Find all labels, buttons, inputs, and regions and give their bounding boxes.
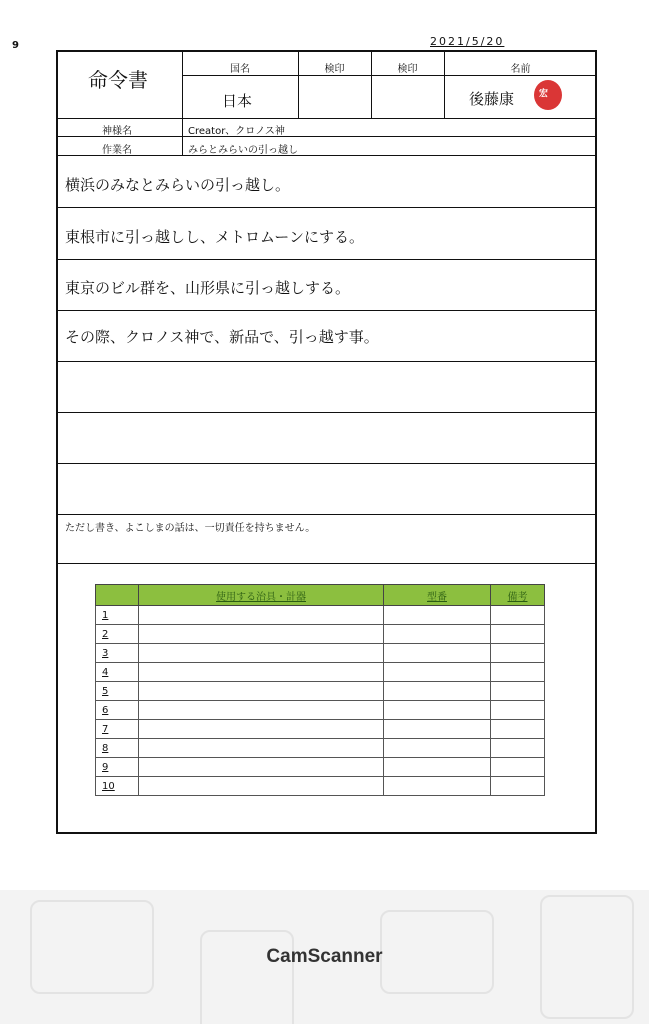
work-label: 作業名 [102, 145, 132, 156]
row-number: 6 [96, 701, 139, 720]
name-value: 後藤康 [469, 90, 515, 108]
table-row [96, 701, 545, 720]
deity-label: 神様名 [102, 126, 132, 137]
instruction-line: 東根市に引っ越しし、メトロムーンにする。 [65, 228, 364, 246]
camscanner-watermark-band [0, 890, 649, 1024]
header-inspection-1: 検印 [324, 64, 345, 75]
watermark-phone-icon [200, 930, 294, 1024]
header-name: 名前 [510, 64, 531, 75]
row-number: 2 [96, 625, 139, 644]
instruction-line: その際、クロノス神で、新品で、引っ越す事。 [65, 328, 379, 346]
instruction-line: 東京のビル群を、山形県に引っ越しする。 [65, 279, 351, 297]
camscanner-logo-text: CamScanner [266, 946, 383, 967]
table-row [96, 625, 545, 644]
instruction-line: 横浜のみなとみらいの引っ越し。 [65, 176, 291, 194]
row-number: 1 [96, 606, 139, 625]
table-row [96, 682, 545, 701]
row-number: 4 [96, 663, 139, 682]
row-number: 5 [96, 682, 139, 701]
tools-header-index [96, 585, 139, 606]
row-number: 3 [96, 644, 139, 663]
seal-character: 宏 [539, 89, 549, 99]
header-inspection-2: 検印 [397, 64, 418, 75]
tools-header-remarks: 備考 [491, 585, 545, 606]
country-value: 日本 [222, 92, 253, 110]
row-number: 7 [96, 720, 139, 739]
work-value: みらとみらいの引っ越し [188, 145, 298, 156]
header-country: 国名 [230, 64, 250, 75]
table-row [96, 758, 545, 777]
document-date: 2021/5/20 [430, 35, 505, 48]
order-form [56, 50, 597, 834]
disclaimer: ただし書き、よこしまの話は、一切責任を持ちません。 [65, 523, 316, 534]
tools-header-instrument: 使用する治具・計器 [139, 585, 384, 606]
table-row [96, 720, 545, 739]
row-number: 8 [96, 739, 139, 758]
row-number: 10 [96, 777, 139, 796]
table-row [96, 739, 545, 758]
table-row [96, 777, 545, 796]
row-number: 9 [96, 758, 139, 777]
table-row [96, 606, 545, 625]
tools-header-model: 型番 [384, 585, 491, 606]
page-number: 9 [12, 40, 19, 51]
deity-value: Creator、クロノス神 [188, 126, 285, 137]
table-row [96, 644, 545, 663]
tools-table [95, 584, 545, 796]
form-title: 命令書 [88, 68, 148, 92]
table-row [96, 663, 545, 682]
